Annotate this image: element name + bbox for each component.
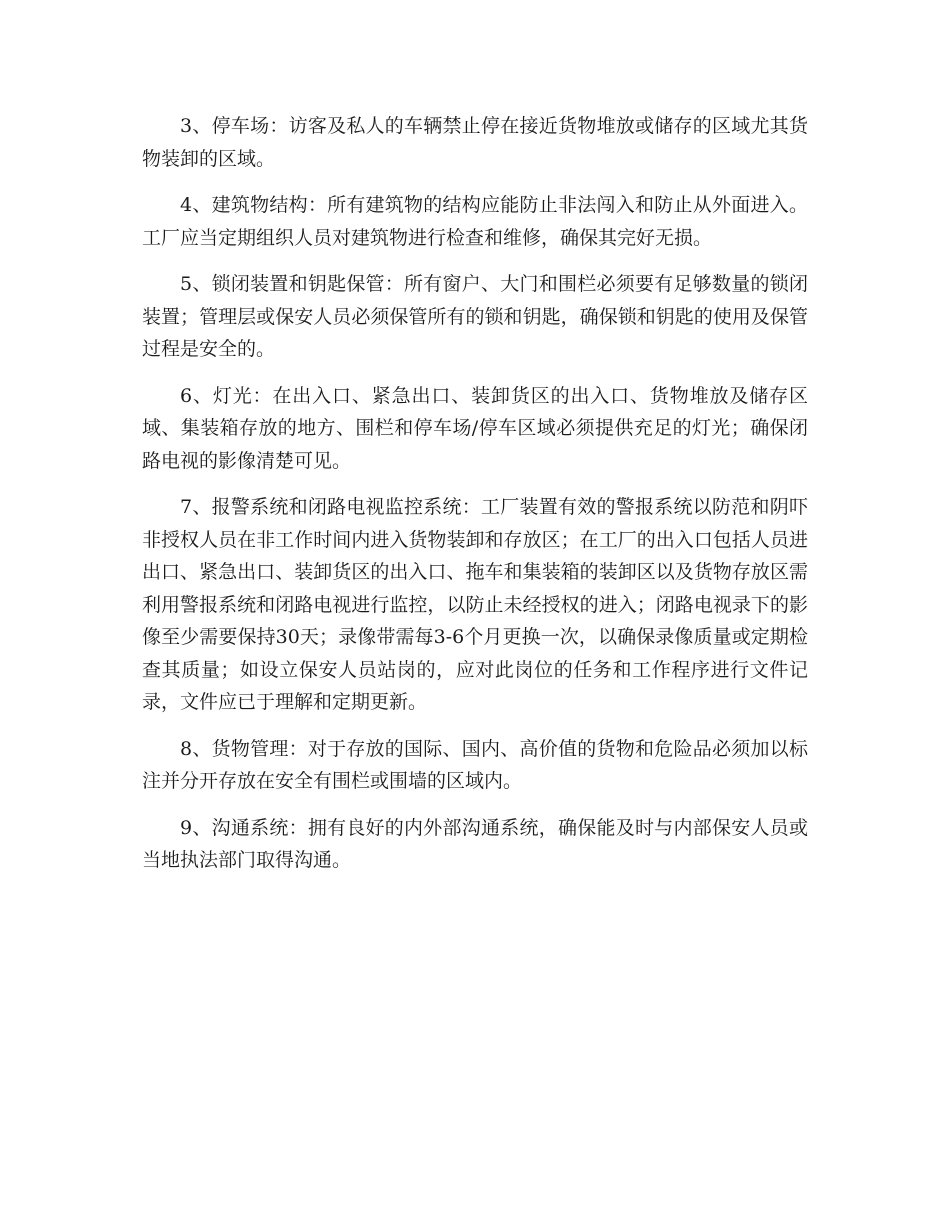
paragraph-locks-keys: 5、锁闭装置和钥匙保管：所有窗户、大门和围栏必须要有足够数量的锁闭装置；管理层或保安人员必须保管所有的锁和钥匙，确保锁和钥匙的使用及保管过程是安全的。 [142, 273, 808, 360]
paragraph-parking: 3、停车场：访客及私人的车辆禁止停在接近货物堆放或储存的区域尤其货物装卸的区域。 [142, 115, 808, 170]
paragraph-communication: 9、沟通系统：拥有良好的内外部沟通系统，确保能及时与内部保安人员或当地执法部门取得沟通。 [142, 816, 808, 871]
paragraph-alarm-cctv: 7、报警系统和闭路电视监控系统：工厂装置有效的警报系统以防范和阴吓非授权人员在非工作时间内进入货物装卸和存放区；在工厂的出入口包括人员进出口、紧急出口、装卸货区的出入口、拖车和集装箱的装卸区以及货物存放区需利用警报系统和闭路电视进行监控，以防止未经授权的进入；闭路电视录下的影像至少需要保持30天；录像带需每3-6个月更换一次，以确保录像质量或定期检查其质量；如设立保安人员站岗的，应对此岗位的任务和工作程序进行文件记录，文件应已于理解和定期更新。 [142, 496, 808, 713]
paragraph-building-structure: 4、建筑物结构：所有建筑物的结构应能防止非法闯入和防止从外面进入。工厂应当定期组织人员对建筑物进行检查和维修，确保其完好无损。 [142, 194, 808, 249]
document-body [142, 110, 808, 891]
paragraph-cargo-management: 8、货物管理：对于存放的国际、国内、高价值的货物和危险品必须加以标注并分开存放在安全有围栏或围墙的区域内。 [142, 737, 808, 792]
paragraph-lighting: 6、灯光：在出入口、紧急出口、装卸货区的出入口、货物堆放及储存区域、集装箱存放的地方、围栏和停车场/停车区域必须提供充足的灯光；确保闭路电视的影像清楚可见。 [142, 384, 808, 472]
